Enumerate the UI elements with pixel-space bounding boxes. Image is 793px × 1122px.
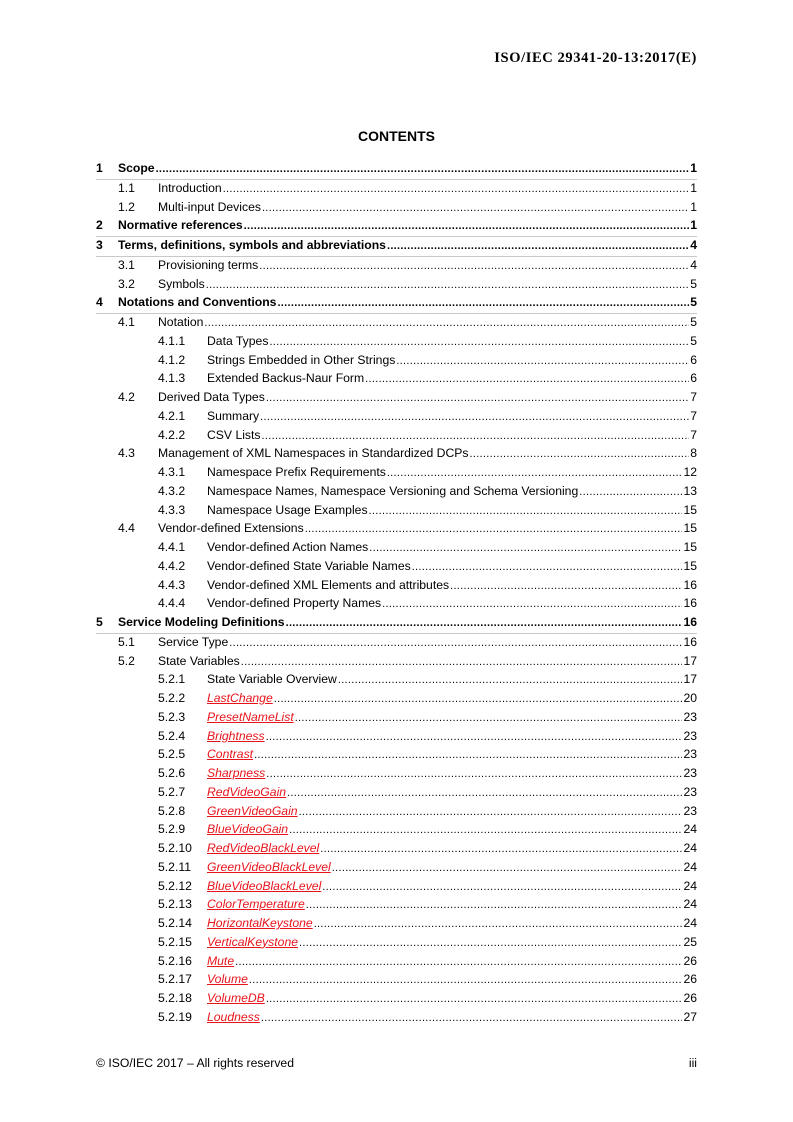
toc-entry-line	[207, 821, 697, 839]
toc-entry-number: 4.4.4	[158, 596, 186, 611]
toc-entry-link[interactable]: Contrast	[207, 747, 254, 762]
toc-entry-page: 16	[683, 634, 697, 649]
page-title: CONTENTS	[358, 128, 435, 144]
toc-entry[interactable]	[96, 690, 697, 709]
toc-entry-number: 5.2.5	[158, 747, 186, 762]
toc-entry-number: 5.2.1	[158, 672, 186, 687]
toc-entry-page: 17	[683, 653, 697, 668]
toc-entry-number: 5.2.2	[158, 691, 186, 705]
toc-entry-page: 13	[683, 483, 697, 498]
toc-entry[interactable]	[96, 445, 697, 464]
toc-entry[interactable]	[96, 294, 697, 314]
toc-dot-leader	[314, 916, 683, 933]
toc-dot-leader	[259, 258, 689, 275]
toc-dot-leader	[156, 161, 690, 178]
toc-entry-page: 5	[690, 276, 697, 291]
toc-entry-number: 5.2.9	[158, 822, 186, 837]
toc-entry-number: 3.1	[118, 257, 135, 272]
toc-entry-link[interactable]: BlueVideoGain	[207, 822, 289, 837]
toc-entry-title: Service Type	[158, 634, 229, 649]
toc-entry-page: 24	[683, 916, 697, 930]
toc-entry[interactable]	[96, 765, 697, 784]
toc-dot-leader	[396, 353, 689, 370]
toc-entry-title: Introduction	[158, 180, 222, 195]
toc-entry-title: Namespace Usage Examples	[207, 502, 368, 517]
toc-entry[interactable]	[96, 614, 697, 634]
toc-entry-link[interactable]: PresetNameList	[207, 709, 294, 724]
toc-entry[interactable]	[96, 199, 697, 218]
toc-dot-leader	[266, 390, 689, 407]
toc-entry[interactable]	[96, 896, 697, 915]
toc-entry-page: 23	[683, 747, 697, 762]
toc-entry-line	[158, 653, 697, 671]
toc-dot-leader	[369, 540, 682, 557]
toc-entry-title: Multi-input Devices	[158, 199, 261, 214]
toc-entry-link[interactable]: ColorTemperature	[207, 897, 305, 912]
document-header-id: ISO/IEC 29341-20-13:2017(E)	[494, 50, 697, 66]
toc-dot-leader	[299, 935, 682, 952]
toc-dot-leader	[287, 785, 682, 802]
toc-entry-line	[207, 483, 697, 501]
toc-dot-leader	[299, 804, 683, 821]
toc-entry-line	[118, 294, 697, 312]
toc-entry-title: Strings Embedded in Other Strings	[207, 352, 396, 367]
toc-dot-leader	[365, 371, 689, 388]
toc-entry-page: 16	[683, 615, 697, 629]
toc-entry-number: 4.4.3	[158, 577, 186, 592]
toc-entry-page: 23	[683, 709, 697, 724]
toc-entry-number: 4.2.2	[158, 427, 186, 442]
toc-dot-leader	[254, 747, 682, 764]
toc-entry[interactable]	[96, 1009, 697, 1028]
toc-entry[interactable]	[96, 971, 697, 990]
toc-entry-title: Vendor-defined State Variable Names	[207, 558, 411, 573]
toc-entry-page: 15	[683, 558, 697, 573]
toc-entry-title: Notation	[158, 315, 204, 329]
toc-dot-leader	[332, 860, 683, 877]
toc-entry-link[interactable]: Loudness	[207, 1009, 260, 1024]
toc-entry-page: 24	[683, 878, 697, 893]
toc-entry-page: 4	[690, 257, 697, 272]
toc-entry-number: 4.4	[118, 521, 135, 536]
toc-entry-line	[207, 577, 697, 595]
toc-entry-line	[207, 765, 697, 783]
toc-entry[interactable]	[96, 464, 697, 483]
toc-dot-leader	[206, 277, 689, 294]
toc-entry[interactable]	[96, 784, 697, 803]
toc-entry-line	[207, 690, 697, 708]
toc-entry[interactable]	[96, 558, 697, 577]
toc-entry-line	[118, 614, 697, 632]
toc-entry-number: 5.2.19	[158, 1009, 192, 1024]
toc-entry-line	[207, 427, 697, 445]
toc-dot-leader	[262, 200, 689, 217]
toc-entry-line	[207, 408, 697, 426]
toc-entry-line	[207, 595, 697, 613]
toc-entry-number: 5.2.17	[158, 972, 192, 987]
toc-entry-page: 7	[690, 390, 697, 404]
toc-entry[interactable]	[96, 953, 697, 972]
toc-entry[interactable]	[96, 314, 697, 333]
toc-entry-title: Namespace Prefix Requirements	[207, 465, 386, 479]
toc-entry-line	[207, 990, 697, 1008]
toc-entry-title: Vendor-defined Action Names	[207, 540, 369, 554]
toc-entry[interactable]	[96, 728, 697, 747]
toc-entry-number: 5.2.7	[158, 784, 186, 799]
toc-dot-leader	[266, 766, 682, 783]
toc-entry-number: 5.2.14	[158, 916, 192, 930]
toc-entry-number: 4.1.1	[158, 333, 186, 348]
toc-entry-line	[207, 953, 697, 971]
toc-entry[interactable]	[96, 217, 697, 237]
toc-dot-leader	[322, 879, 682, 896]
toc-dot-leader	[387, 465, 683, 482]
toc-entry-title: State Variables	[158, 653, 240, 668]
toc-entry-number: 4.1.3	[158, 371, 186, 386]
toc-entry-page: 16	[683, 577, 697, 592]
toc-entry-number: 2	[96, 218, 103, 233]
toc-entry-page: 7	[690, 427, 697, 442]
toc-entry[interactable]	[96, 840, 697, 859]
toc-entry-page: 8	[690, 446, 697, 461]
toc-dot-leader	[277, 295, 689, 312]
footer-copyright: © ISO/IEC 2017 – All rights reserved	[96, 1056, 294, 1070]
toc-entry-page: 26	[683, 953, 697, 968]
toc-entry-page: 1	[690, 180, 697, 195]
toc-entry-page: 24	[683, 822, 697, 837]
toc-entry-link[interactable]: VerticalKeystone	[207, 934, 299, 949]
toc-entry-line	[207, 803, 697, 821]
toc-entry-number: 4.3.2	[158, 483, 186, 498]
toc-entry[interactable]	[96, 408, 697, 427]
toc-entry-number: 5.2.4	[158, 728, 186, 743]
toc-entry-line	[207, 1009, 697, 1027]
toc-entry-title: Vendor-defined Extensions	[158, 521, 304, 536]
toc-entry-line	[207, 352, 697, 370]
toc-entry-title: Normative references	[118, 218, 243, 233]
toc-entry-page: 23	[683, 803, 697, 818]
toc-entry-title: State Variable Overview	[207, 672, 337, 687]
toc-entry[interactable]	[96, 990, 697, 1009]
toc-entry-line	[118, 160, 697, 178]
toc-entry-number: 3.2	[118, 276, 135, 291]
toc-dot-leader	[338, 672, 683, 689]
toc-dot-leader	[260, 409, 689, 426]
toc-entry-line	[207, 728, 697, 746]
toc-entry-link[interactable]: VolumeDB	[207, 991, 265, 1005]
toc-entry-number: 5.2.11	[158, 859, 191, 874]
toc-entry-number: 1.1	[118, 180, 135, 195]
toc-entry-title: Data Types	[207, 333, 269, 348]
toc-entry-page: 24	[683, 897, 697, 912]
toc-dot-leader	[412, 559, 683, 576]
toc-entry[interactable]	[96, 257, 697, 276]
toc-entry-number: 4.1.2	[158, 352, 186, 367]
toc-entry[interactable]	[96, 427, 697, 446]
toc-entry[interactable]	[96, 180, 697, 199]
toc-dot-leader	[223, 181, 690, 198]
toc-entry-line	[158, 257, 697, 275]
toc-entry-title: Namespace Names, Namespace Versioning and Schema Versioning	[207, 483, 579, 498]
toc-dot-leader	[249, 972, 683, 989]
toc-entry-page: 15	[683, 502, 697, 517]
toc-entry-line	[207, 896, 697, 914]
toc-entry-number: 4.4.1	[158, 540, 186, 554]
toc-entry-link[interactable]: Volume	[207, 972, 248, 987]
toc-entry[interactable]	[96, 859, 697, 878]
toc-entry-line	[207, 934, 697, 952]
toc-entry-number: 5.2	[118, 653, 135, 668]
toc-entry-page: 5	[690, 333, 697, 348]
toc-entry-line	[207, 502, 697, 520]
toc-entry[interactable]	[96, 595, 697, 614]
toc-dot-leader	[450, 578, 682, 595]
toc-entry[interactable]	[96, 634, 697, 653]
toc-entry-number: 5.2.13	[158, 897, 192, 912]
toc-entry-page: 26	[683, 991, 697, 1005]
toc-entry-title: Vendor-defined Property Names	[207, 596, 382, 611]
toc-entry[interactable]	[96, 653, 697, 672]
toc-entry-link[interactable]: RedVideoBlackLevel	[207, 841, 320, 855]
toc-dot-leader	[266, 729, 683, 746]
toc-entry-number: 5.2.8	[158, 803, 186, 818]
toc-entry-number: 5.2.6	[158, 766, 186, 780]
toc-entry-number: 4	[96, 295, 103, 310]
toc-entry[interactable]	[96, 803, 697, 822]
toc-dot-leader	[262, 428, 690, 445]
toc-entry-line	[207, 840, 697, 858]
toc-entry-page: 6	[690, 371, 697, 386]
toc-entry-line	[158, 520, 697, 538]
toc-dot-leader	[295, 710, 683, 727]
toc-entry-link[interactable]: GreenVideoBlackLevel	[207, 859, 331, 874]
toc-entry[interactable]	[96, 934, 697, 953]
toc-entry-link[interactable]: Mute	[207, 953, 235, 968]
toc-entry[interactable]	[96, 520, 697, 539]
toc-entry[interactable]	[96, 915, 697, 934]
toc-entry-line	[207, 859, 697, 877]
toc-entry-line	[207, 539, 697, 557]
toc-entry[interactable]	[96, 389, 697, 408]
toc-entry-page: 5	[690, 315, 697, 329]
toc-entry-page: 20	[683, 691, 697, 705]
toc-dot-leader	[235, 954, 682, 971]
toc-entry-title: CSV Lists	[207, 427, 261, 442]
toc-entry-page: 7	[690, 408, 697, 423]
toc-entry-number: 4.4.2	[158, 558, 186, 573]
toc-entry-number: 4.3	[118, 446, 135, 461]
toc-entry-number: 1.2	[118, 199, 135, 214]
toc-entry-title: Symbols	[158, 276, 205, 291]
toc-entry-number: 5	[96, 615, 103, 629]
toc-entry[interactable]	[96, 539, 697, 558]
toc-entry-link[interactable]: LastChange	[207, 691, 273, 705]
toc-entry-page: 15	[683, 521, 697, 536]
toc-entry[interactable]	[96, 483, 697, 502]
toc-entry-number: 4.2	[118, 390, 135, 404]
toc-entry-title: Management of XML Namespaces in Standardized DCPs	[158, 446, 469, 461]
toc-dot-leader	[579, 484, 682, 501]
toc-entry-link[interactable]: Brightness	[207, 728, 265, 743]
toc-entry-page: 25	[683, 934, 697, 949]
toc-entry-title: Vendor-defined XML Elements and attributes	[207, 577, 450, 592]
toc-entry-line	[158, 445, 697, 463]
toc-dot-leader	[269, 334, 689, 351]
toc-entry[interactable]	[96, 671, 697, 690]
toc-entry-number: 1	[96, 161, 103, 175]
toc-dot-leader	[261, 1010, 683, 1027]
toc-entry-title: Provisioning terms	[158, 257, 259, 272]
toc-entry-number: 3	[96, 238, 103, 252]
toc-dot-leader	[289, 822, 682, 839]
toc-entry-page: 6	[690, 352, 697, 367]
toc-entry[interactable]	[96, 746, 697, 765]
toc-dot-leader	[382, 596, 682, 613]
toc-dot-leader	[274, 691, 683, 708]
toc-entry-line	[158, 314, 697, 332]
toc-dot-leader	[306, 897, 683, 914]
toc-entry-page: 27	[683, 1009, 697, 1024]
toc-entry-page: 17	[683, 672, 697, 687]
toc-entry-link[interactable]: Sharpness	[207, 766, 266, 780]
toc-entry-line	[158, 276, 697, 294]
toc-entry-line	[207, 971, 697, 989]
toc-entry[interactable]	[96, 878, 697, 897]
toc-entry-page: 26	[683, 972, 697, 987]
toc-entry-line	[207, 746, 697, 764]
toc-entry-link[interactable]: RedVideoGain	[207, 784, 287, 799]
toc-entry-link[interactable]: HorizontalKeystone	[207, 916, 313, 930]
toc-entry-page: 4	[690, 238, 697, 252]
toc-entry-page: 15	[683, 540, 697, 554]
toc-entry-line	[207, 558, 697, 576]
toc-entry-number: 5.2.18	[158, 991, 192, 1005]
toc-entry[interactable]	[96, 333, 697, 352]
toc-entry-line	[207, 915, 697, 933]
toc-dot-leader	[204, 315, 689, 332]
toc-entry-page: 23	[683, 766, 697, 780]
toc-dot-leader	[320, 841, 682, 858]
toc-dot-leader	[469, 446, 689, 463]
toc-entry[interactable]	[96, 352, 697, 371]
toc-dot-leader	[286, 615, 683, 632]
toc-entry-page: 16	[683, 596, 697, 611]
toc-entry-title: Extended Backus-Naur Form	[207, 371, 365, 386]
toc-entry[interactable]	[96, 502, 697, 521]
toc-entry-title: Scope	[118, 161, 155, 175]
toc-entry-page: 12	[683, 465, 697, 479]
toc-entry-line	[158, 180, 697, 198]
toc-entry-line	[118, 217, 697, 235]
toc-dot-leader	[244, 218, 690, 235]
toc-entry-page: 1	[690, 161, 697, 175]
toc-entry[interactable]	[96, 709, 697, 728]
toc-entry-line	[207, 878, 697, 896]
toc-entry-line	[118, 237, 697, 255]
toc-entry[interactable]	[96, 237, 697, 257]
toc-entry-link[interactable]: BlueVideoBlackLevel	[207, 878, 322, 893]
toc-entry[interactable]	[96, 160, 697, 180]
toc-entry[interactable]	[96, 821, 697, 840]
toc-entry-line	[207, 333, 697, 351]
toc-entry-page: 23	[683, 728, 697, 743]
toc-dot-leader	[305, 521, 683, 538]
toc-entry-line	[207, 370, 697, 388]
toc-entry-page: 5	[690, 295, 697, 310]
toc-entry-page: 24	[683, 841, 697, 855]
toc-entry-line	[207, 464, 697, 482]
toc-entry-page: 1	[690, 199, 697, 214]
toc-entry-line	[207, 671, 697, 689]
toc-entry-title: Derived Data Types	[158, 390, 265, 404]
toc-entry[interactable]	[96, 276, 697, 295]
toc-entry-line	[207, 784, 697, 802]
toc-entry-title: Notations and Conventions	[118, 295, 277, 310]
toc-entry-number: 5.2.10	[158, 841, 192, 855]
toc-dot-leader	[241, 654, 683, 671]
toc-dot-leader	[369, 503, 683, 520]
toc-entry-line	[158, 199, 697, 217]
toc-dot-leader	[266, 991, 683, 1008]
toc-entry-number: 5.2.16	[158, 953, 192, 968]
toc-entry-page: 1	[690, 218, 697, 233]
toc-entry-number: 5.2.15	[158, 934, 192, 949]
toc-entry-title: Service Modeling Definitions	[118, 615, 285, 629]
toc-dot-leader	[387, 238, 689, 255]
toc-dot-leader	[229, 635, 682, 652]
toc-entry-page: 23	[683, 784, 697, 799]
toc-entry-number: 5.1	[118, 634, 135, 649]
toc-entry-number: 4.3.1	[158, 465, 186, 479]
toc-entry-line	[158, 634, 697, 652]
toc-entry-title: Summary	[207, 408, 260, 423]
toc-entry-line	[158, 389, 697, 407]
toc-entry-number: 4.3.3	[158, 502, 186, 517]
footer-page-number: iii	[688, 1056, 697, 1070]
toc-entry-title: Terms, definitions, symbols and abbreviations	[118, 238, 386, 252]
toc-entry[interactable]	[96, 577, 697, 596]
toc-entry-line	[207, 709, 697, 727]
toc-entry-number: 5.2.12	[158, 878, 192, 893]
toc-entry-number: 4.1	[118, 315, 135, 329]
toc-entry[interactable]	[96, 370, 697, 389]
toc-entry-number: 5.2.3	[158, 709, 186, 724]
toc-entry-page: 24	[683, 859, 697, 874]
table-of-contents	[96, 160, 697, 1028]
toc-entry-number: 4.2.1	[158, 408, 186, 423]
toc-entry-link[interactable]: GreenVideoGain	[207, 803, 298, 818]
